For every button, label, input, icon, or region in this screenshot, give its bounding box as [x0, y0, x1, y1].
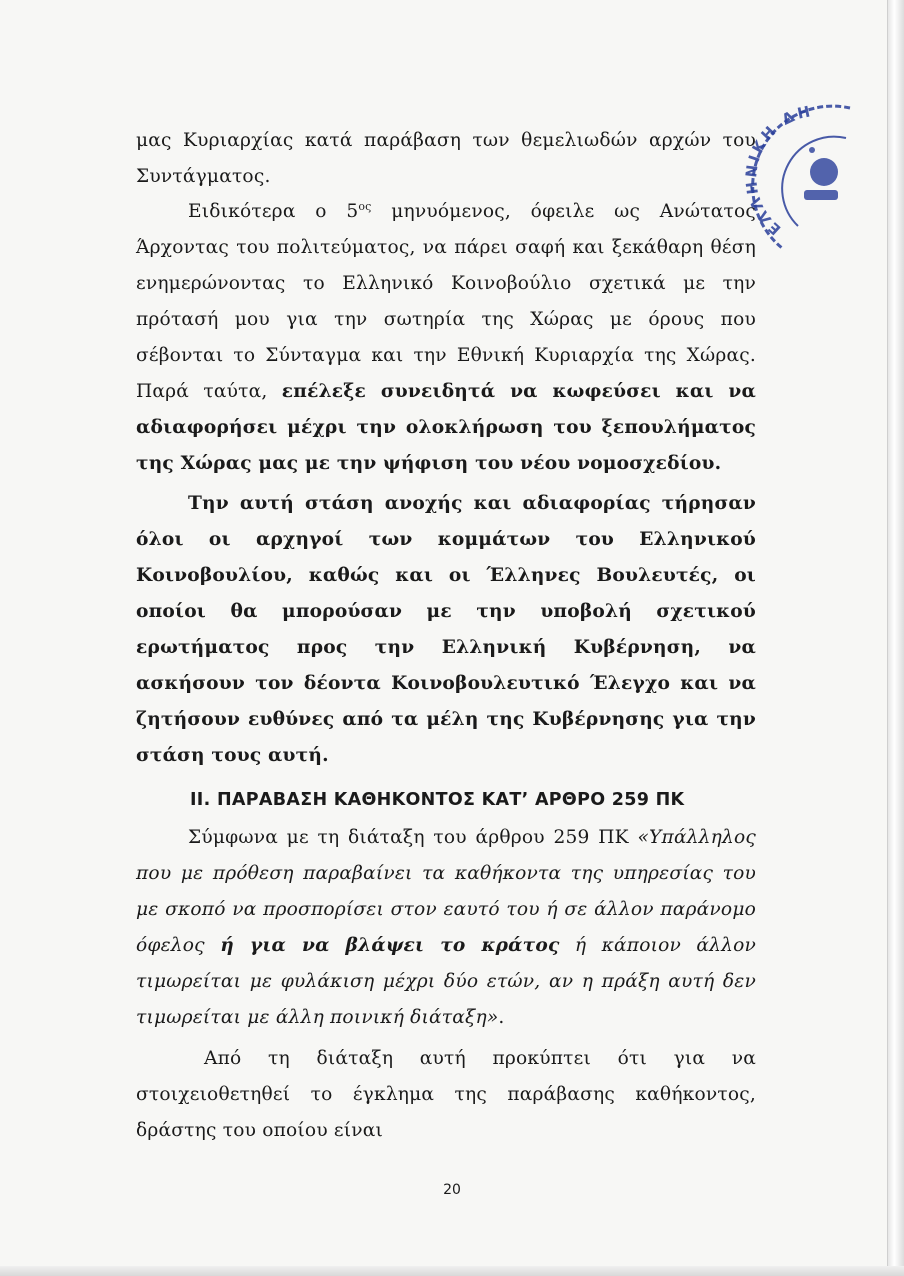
page-number: 20	[443, 1182, 461, 1198]
paragraph-5-text: Από τη διάταξη αυτή προκύπτει ότι για να στοιχειοθετηθεί το έγκλημα της παράβασης καθήκοντος, δράστης του οποίου είναι	[136, 1048, 756, 1141]
paragraph-4-emphasis: ή για να βλάψει το κράτος	[220, 935, 560, 956]
paragraph-4-quote-end: ή κάποιον άλλον τιμωρείται με φυλάκιση μέχρι δύο ετών, αν η πράξη αυτή δεν τιμωρείται με άλλη ποινική διάταξη»	[136, 935, 756, 1028]
section-heading: II. ΠΑΡΑΒΑΣΗ ΚΑΘΗΚΟΝΤΟΣ ΚΑΤ’ ΑΡΘΡΟ 259 ΠΚ	[190, 790, 685, 810]
ordinal-superscript: ος	[358, 199, 372, 213]
paragraph-2-bold: επέλεξε συνειδητά να κωφεύσει και να αδιαφορήσει μέχρι την ολοκλήρωση του ξεπουλήματος της Χώρας μας με την ψήφιση του νέου νομοσχεδίου.	[136, 381, 756, 474]
paragraph-2-text-start: Ειδικότερα ο 5	[188, 201, 359, 222]
page-bottom-edge	[0, 1266, 904, 1276]
paragraph-2-text: μηνυόμενος, όφειλε ως Ανώτατος Άρχοντας του πολιτεύματος, να πάρει σαφή και ξεκάθαρη θέση ενημερώνοντας το Ελληνικό Κοινοβούλιο σχετικά με την πρότασή μου για την σωτηρία της Χώρας με όρους που σέβονται το Σύνταγμα και την Εθνική Κυριαρχία της Χώρας. Παρά ταύτα,	[136, 201, 756, 402]
official-stamp	[742, 98, 882, 272]
paragraph-4-text: Σύμφωνα με τη διάταξη του άρθρου 259 ΠΚ	[188, 827, 638, 848]
paragraph-4-quote-start: «Υπάλληλος που με πρόθεση παραβαίνει τα καθήκοντα της υπηρεσίας του με σκοπό να προσπορίσει στον εαυτό του ή σε άλλον παράνομο όφελος	[136, 827, 756, 956]
stamp-seal-icon	[742, 98, 882, 268]
paragraph-2	[136, 194, 756, 482]
paragraph-4-period: .	[498, 1007, 505, 1028]
paragraph-1	[136, 123, 756, 195]
page-edge	[887, 0, 904, 1276]
paragraph-3-text: Την αυτή στάση ανοχής και αδιαφορίας τήρησαν όλοι οι αρχηγοί των κομμάτων του Ελληνικού Κοινοβουλίου, καθώς και οι Έλληνες Βουλευτές, οι οποίοι θα μπορούσαν με την υποβολή σχετικού ερωτήματος προς την Ελληνική Κυβέρνηση, να ασκήσουν τον δέοντα Κοινοβουλευτικό Έλεγχο και να ζητήσουν ευθύνες από τα μέλη της Κυβέρνησης για την στάση τους αυτή.	[136, 493, 756, 766]
svg-text:ΕΛΛΗΝΙΚΗ ΔΗΜΟΚΡΑΤΙΑ	[742, 98, 815, 239]
paragraph-4	[136, 820, 756, 1036]
paragraph-5	[136, 1041, 756, 1149]
paragraph-3	[136, 486, 756, 774]
stamp-text: ΕΛΛΗΝΙΚΗ ΔΗ	[742, 101, 815, 239]
paragraph-1-text: μας Κυριαρχίας κατά παράβαση των θεμελιωδών αρχών του Συντάγματος.	[136, 130, 756, 187]
